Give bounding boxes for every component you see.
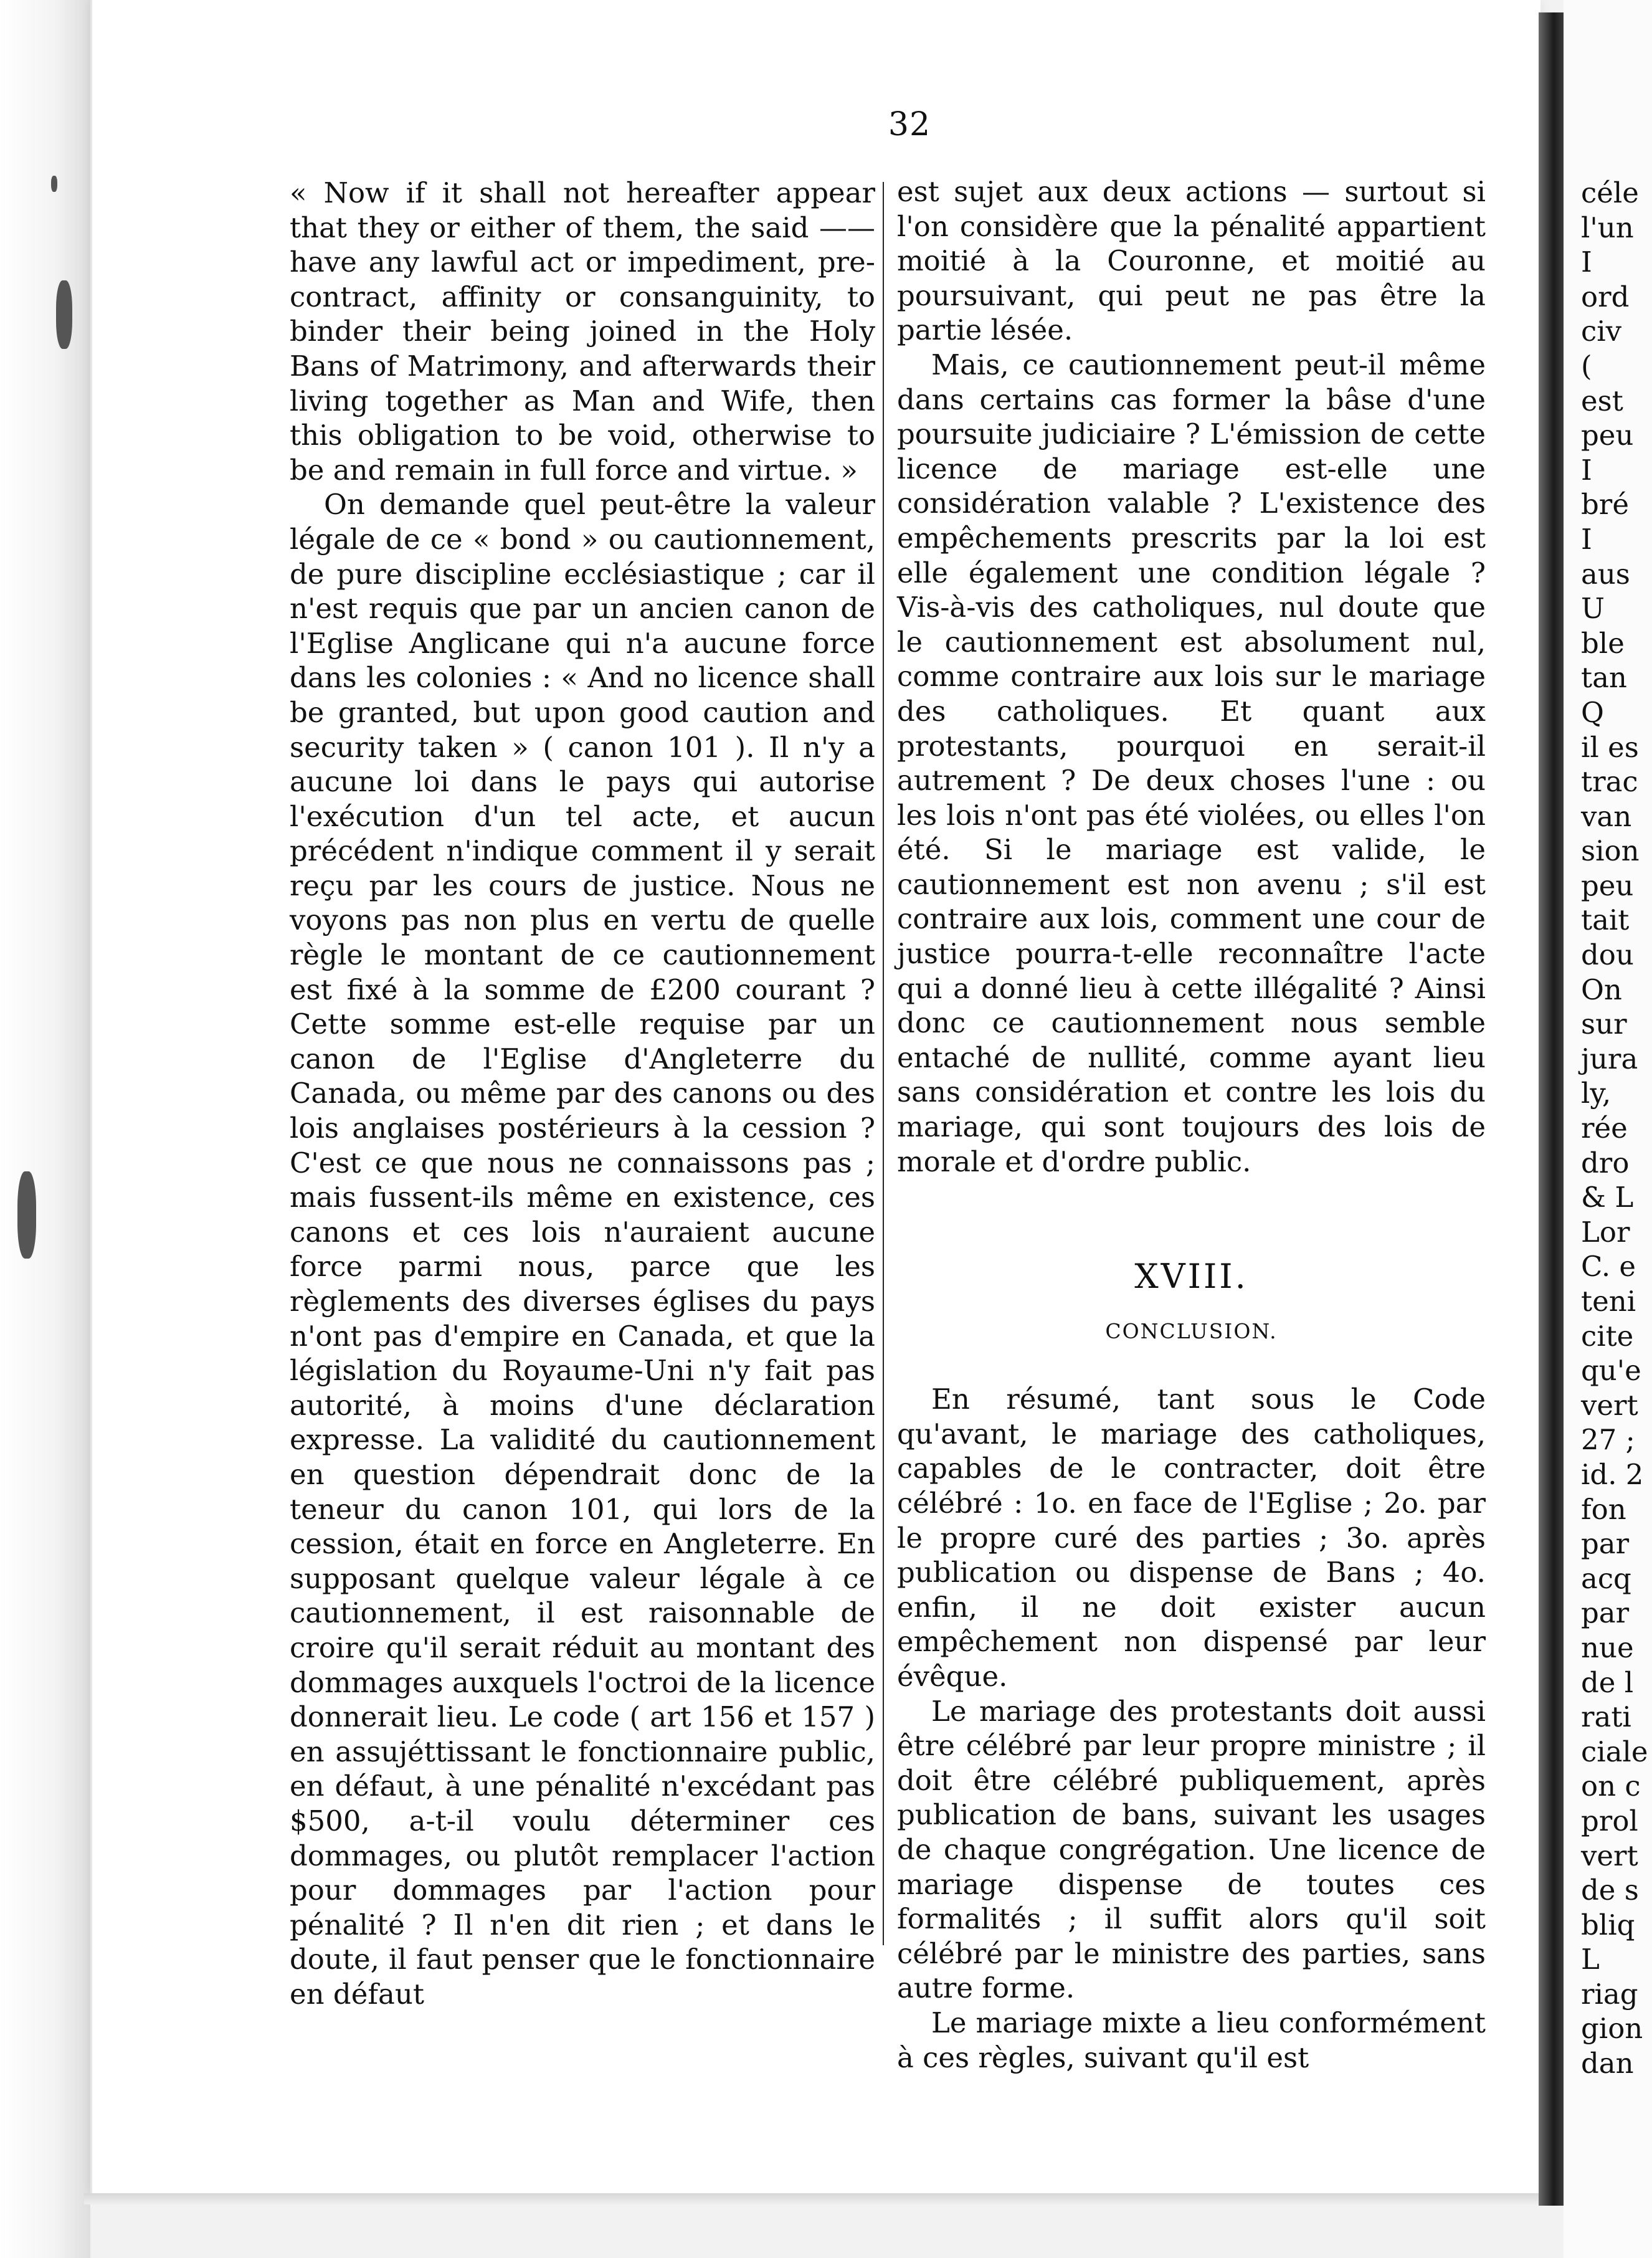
facing-page-fragment: peu — [1581, 419, 1634, 452]
facing-page-fragment: on c — [1581, 1770, 1641, 1803]
facing-page-fragment: rée — [1581, 1112, 1628, 1145]
facing-page-fragment: C. e — [1581, 1250, 1636, 1284]
facing-page-fragment: acq — [1581, 1561, 1631, 1595]
body-paragraph: On demande quel peut-être la valeur légale de ce « bond » ou cautionnement, de pure discipline ecclésiastique ; car il n'est requis que par un ancien canon de l'Eglise Anglicane qui n'a aucune force dans les colonies : « And no licence shall be granted, but upon good caution and security taken » ( canon 101 ). Il n'y a aucune loi dans le pays qui autorise l'exécution d'un tel acte, et aucun précédent n'indique comment il y serait reçu par les cours de justice. Nous ne voyons pas non plus en vertu de quelle règle le montant de ce cautionnement est fixé à la somme de £200 courant ? Cette somme est-elle requise par un canon de l'Eglise d'Angleterre du Canada, ou même par des canons ou des lois anglaises postérieurs à la cession ? C'est ce que nous ne connaissons pas ; mais fussent-ils même en existence, ces canons et ces lois n'auraient aucune force parmi nous, parce que les règlements des diverses églises du pays n'ont pas d'empire en Canada, et que la législation du Royaume-Uni n'y fait pas autorité, à moins d'une déclaration expresse. La validité du cautionnement en question dépendrait donc de la teneur du canon 101, qui lors de la cession, était en force en Angleterre. En supposant quelque valeur légale à ce cautionnement, il est raisonnable de croire qu'il serait réduit au montant des dommages auxquels l'octroi de la licence donnerait lieu. Le code ( art 156 et 157 ) en assujéttissant le fonctionnaire public, en défaut, à une pénalité n'excédant pas $500, a-t-il voulu déterminer ces dommages, ou plutôt remplacer l'action pour dommages par l'action pour pénalité ? Il n'en dit rien ; et dans le doute, il faut penser que le fonctionnaire en défaut — [290, 488, 875, 2011]
scan-speck — [17, 1171, 36, 1259]
facing-page-fragment: rati — [1581, 1700, 1631, 1734]
facing-page-fragment: tait — [1581, 903, 1630, 937]
scan-speck — [51, 176, 57, 192]
facing-page-fragment: de s — [1581, 1874, 1639, 1907]
facing-page-fragment: civ — [1581, 315, 1622, 348]
section-title: CONCLUSION. — [1105, 1319, 1278, 1344]
right-column — [897, 174, 1486, 2075]
facing-page-text — [1581, 176, 1652, 2081]
facing-page-fragment: L — [1581, 1943, 1600, 1976]
facing-page-fragment: I — [1581, 522, 1592, 556]
facing-page-fragment: ly, — [1581, 1077, 1612, 1110]
facing-page-fragment: ble — [1581, 626, 1625, 660]
facing-page-fragment: Q — [1581, 695, 1604, 729]
facing-page-fragment: dou — [1581, 938, 1634, 972]
facing-page-fragment: l'un — [1581, 211, 1634, 244]
facing-page-fragment: dro — [1581, 1146, 1630, 1179]
facing-page-fragment: aus — [1581, 557, 1630, 591]
body-paragraph: Le mariage des protestants doit aussi être célébré par leur propre ministre ; il doit être célébré publiquement, après publication de bans, suivant les usages de chaque congrégation. Une licence de mariage dispense de toutes ces formalités ; il suffit alors qu'il soit célébré par le ministre des parties, sans autre forme. — [897, 1694, 1486, 2005]
facing-page-fragment: ord — [1581, 280, 1630, 313]
facing-page-fragment: jura — [1581, 1042, 1638, 1075]
facing-page-fragment: riag — [1581, 1977, 1638, 2011]
facing-page-fragment: fon — [1581, 1492, 1626, 1526]
facing-page — [1564, 0, 1652, 2258]
facing-page-fragment: cite — [1581, 1319, 1634, 1353]
facing-page-fragment: qu'e — [1581, 1354, 1641, 1388]
scan-margin — [0, 0, 90, 2258]
facing-page-fragment: gion — [1581, 2012, 1643, 2046]
facing-page-fragment: vert — [1581, 1839, 1638, 1872]
binding-gutter — [1539, 12, 1564, 2206]
facing-page-fragment: tan — [1581, 661, 1627, 695]
facing-page-fragment: sion — [1581, 834, 1640, 868]
scan-speck — [56, 280, 72, 349]
body-paragraph: En résumé, tant sous le Code qu'avant, le mariage des catholiques, capables de le contracter, doit être célébré : 1o. en face de l'Eglise ; 2o. par le propre curé des parties ; 3o. après publication ou dispense de Bans ; 4o. enfin, il ne doit exister aucun empêchement non dispensé par leur évêque. — [897, 1383, 1486, 1693]
facing-page-fragment: Lor — [1581, 1215, 1630, 1249]
facing-page-fragment: il es — [1581, 730, 1639, 764]
facing-page-fragment: van — [1581, 799, 1632, 833]
facing-page-fragment: ciale — [1581, 1735, 1648, 1768]
facing-page-fragment: est — [1581, 384, 1623, 417]
facing-page-fragment: par — [1581, 1527, 1630, 1561]
facing-page-fragment: céle — [1581, 176, 1639, 209]
facing-page-fragment: peu — [1581, 869, 1634, 902]
facing-page-fragment: nue — [1581, 1631, 1634, 1664]
body-paragraph: Mais, ce cautionnement peut-il même dans certains cas former la bâse d'une poursuite judiciaire ? L'émission de cette licence de mariage est-elle une considération valable ? L'existence des empêchements prescrits par la loi est elle également une condition légale ? Vis-à-vis des catholiques, nul doute que le cautionnement est absolument nul, comme contraire aux lois sur le mariage des catholiques. Et quant aux protestants, pourquoi en serait-il autrement ? De deux choses l'une : ou les lois n'ont pas été violées, ou elles l'on été. Si le mariage est valide, le cautionnement est non avenu ; s'il est contraire aux lois, comment une cour de justice pourra-t-elle reconnaître l'acte qui a donné lieu à cette illégalité ? Ainsi donc ce cautionnement nous semble entaché de nullité, comme ayant lieu sans considération et contre les lois du mariage, qui sont toujours des lois de morale et d'ordre public. — [897, 348, 1486, 1178]
facing-page-fragment: prol — [1581, 1804, 1638, 1837]
body-paragraph: Le mariage mixte a lieu conformément à ces règles, suivant qu'il est — [897, 2006, 1486, 2074]
facing-page-fragment: trac — [1581, 765, 1638, 799]
quoted-bond-text: « Now if it shall not hereafter appear that they or either of them, the said ——have any lawful act or impediment, pre-contract, affinity or consanguinity, to binder their being joined in the Holy Bans of Matrimony, and afterwards their living together as Man and Wife, then this obligation to be void, otherwise to be and remain in full force and virtue. » — [290, 176, 875, 487]
left-column — [290, 176, 875, 2011]
facing-page-fragment: 27 ; — [1581, 1423, 1635, 1457]
facing-page-fragment: vert — [1581, 1388, 1638, 1422]
facing-page-fragment: bliq — [1581, 1908, 1635, 1941]
facing-page-fragment: U — [1581, 592, 1605, 626]
facing-page-fragment: & L — [1581, 1181, 1634, 1214]
facing-page-fragment: bré — [1581, 488, 1629, 522]
column-divider — [883, 182, 884, 1945]
facing-page-fragment: I — [1581, 453, 1592, 487]
facing-page-fragment: ( — [1581, 349, 1592, 383]
facing-page-fragment: sur — [1581, 1008, 1627, 1041]
facing-page-fragment: par — [1581, 1596, 1630, 1630]
facing-page-fragment: teni — [1581, 1285, 1636, 1318]
facing-page-fragment: de l — [1581, 1665, 1634, 1699]
facing-page-fragment: On — [1581, 973, 1622, 1006]
page-edge — [84, 2193, 1545, 2204]
facing-page-fragment: id. 2 — [1581, 1457, 1644, 1491]
page-number: 32 — [888, 106, 931, 143]
section-number: XVIII. — [1134, 1257, 1248, 1297]
facing-page-fragment: I — [1581, 245, 1592, 279]
facing-page-fragment: dan — [1581, 2047, 1634, 2080]
body-paragraph: est sujet aux deux actions — surtout si l'on considère que la pénalité appartient moitié à la Couronne, et moitié au poursuivant, qui peut ne pas être la partie lésée. — [897, 175, 1486, 347]
